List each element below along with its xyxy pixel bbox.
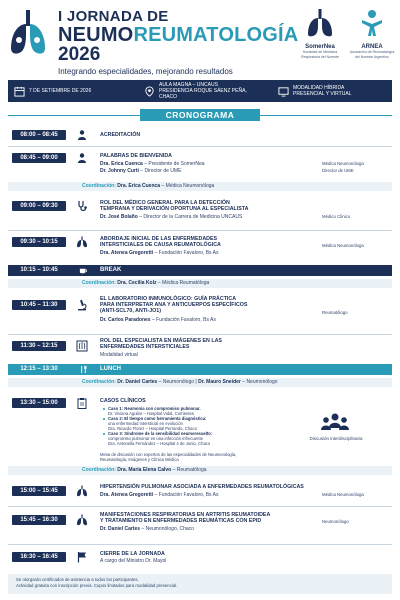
coordination-strip: Coordinación: Dra. Erica Cuenca – Médica Neumonóloga [8,182,392,191]
coffee-icon [79,266,88,275]
time-badge: 15:45 – 16:30 [12,515,66,525]
person-logo-icon [358,8,386,38]
location-icon [144,86,155,97]
case-bullet [103,433,105,435]
title-line2: NEUMOREUMATOLOGÍA [58,24,299,46]
session-title: CIERRE DE LA JORNADA [100,551,165,557]
speaker-role: Médico Clínico [322,214,351,219]
cutlery-icon [79,365,88,374]
session-title: PALABRAS DE BIENVENIDA [100,153,173,159]
case-bullet [103,418,105,420]
lunch-label: LUNCH [100,366,121,372]
time-badge: 16:30 – 16:45 [12,552,66,562]
session-title: ROL DEL MÉDICO GENERAL PARA LA DETECCIÓN TEMPRANA Y DERIVACIÓN OPORTUNA AL ESPECIALISTA [100,200,249,212]
time-badge: 13:30 – 15:00 [12,398,66,408]
time-badge: 15:00 – 15:45 [12,486,66,496]
case-bullet [103,408,105,410]
session-title: ABORDAJE INICIAL DE LAS ENFERMEDADES INTERSTICIALES DE CAUSA REUMATOLÓGICA [100,236,221,248]
event-mode: MODALIDAD HÍBRIDA PRESENCIAL Y VIRTUAL [272,85,392,97]
title-year: 2026 [58,44,101,65]
group-label: Discusión interdisciplinaria [309,436,363,441]
time-badge: 10:45 – 11:30 [12,300,66,310]
time-badge: 09:30 – 10:15 [12,237,66,247]
time-badge: 09:00 – 09:30 [12,201,66,211]
break-label: BREAK [100,267,122,273]
lungs-icon [8,8,48,58]
time-badge: 08:45 – 09:00 [12,153,66,163]
speaker-line: Dra. Atenea Gregoretti – Fundación Favaloro, Bs As [100,250,219,256]
page-header [0,0,400,76]
xray-icon [76,340,88,352]
footer-line: Actividad gratuita con inscripción previa. Cupos limitados para modalidad presencial. [16,583,178,588]
title-line1: I JORNADA DE [58,8,169,25]
schedule-row [8,146,392,180]
lungs-logo-icon [306,8,334,38]
schedule-row [8,480,392,502]
session-mode: Modalidad virtual [100,352,138,358]
schedule-row [8,230,392,262]
session-title: HIPERTENSIÓN PULMONAR ASOCIADA A ENFERMEDADES REUMATOLÓGICAS [100,484,304,490]
partner-arnea: ARNEA Asociación de Reumatología del Noreste Argentino [348,8,396,59]
speaker-role: Director de UME [322,168,354,173]
session-title: MANIFESTACIONES RESPIRATORIAS EN ARTRITIS REUMATOIDEA Y TRATAMIENTO EN ENFERMEDADES REUMÁTICAS CON EPID [100,512,271,524]
case-presenter: Dr. Viviana Aguilar – Hospital Vidal, Corrientes [108,411,194,416]
calendar-icon [14,86,25,97]
person-icon [76,152,88,164]
event-venue: AULA MAGNA – UNCAUS PRESIDENCIA ROQUE SÁENZ PEÑA, CHACO [138,82,272,100]
lungs-small-icon [76,236,88,248]
coordination-strip: Coordinación: Dr. Daniel Cartes – Neumonólogo | Dr. Mauro Sneider – Neumonólogo [8,378,392,387]
speaker-role: Médica Neumonóloga [322,492,364,497]
case-item: Caso 1: Neumonía con compromiso pulmonar. [108,406,201,411]
case-subtitle: una enfermedad intersticial en evolución [108,421,183,426]
case-subtitle: compromiso pulmonar en una infección infrecuente [108,436,203,441]
event-title [58,8,298,76]
case-item: Caso 3: Síndrome de la sensibilidad neumoresuelto: [108,431,213,436]
case-presenter: Dra. Ricardo Florez – Hospital Perrando, Chaco [108,426,197,431]
coordination-strip: Coordinación: Dra. María Elena Calvo – Reumatóloga [8,466,392,475]
schedule-row [8,128,392,142]
people-icon [76,129,88,141]
flag-icon [76,551,88,563]
subtitle: Integrando especialidades, mejorando resultados [58,67,233,76]
time-badge: 12:15 – 13:30 [20,366,58,372]
speaker-line: Dr. Daniel Cartes – Neumonólogo, Chaco [100,526,194,532]
lungs-small-icon [76,514,88,526]
session-title: EL LABORATORIO INMUNOLÓGICO: GUÍA PRÁCTICA PARA INTERPRETAR ANA Y ANTICUERPOS ESPECÍFICOS (ANTI-SCL70, ANTI-JO1) [100,296,248,314]
schedule-row [8,506,392,540]
case-item: Caso 2: El tiempo como herramienta diagnóstica: [108,416,207,421]
time-badge: 08:00 – 08:45 [12,130,66,140]
partner-somernea: SomerNea Sociedad de Medicina Respiratoria del Noreste [296,8,344,59]
monitor-icon [278,86,289,97]
case-presenter: Dra. Antonella Fernández – Hospital 4 de Junio, Chaco [108,441,211,446]
stethoscope-icon [76,200,88,212]
session-note: A cargo del Ministro Dr. Mayol [100,558,167,564]
coordination-strip: Coordinación: Dra. Cecilia Kolz – Médica Reumatóloga [8,279,392,288]
session-title: CASOS CLÍNICOS [100,398,146,404]
footer-line: Se otorgarán certificados de asistencia a todos los participantes. [16,577,139,582]
schedule-row [8,544,392,570]
time-badge: 10:15 – 10:45 [20,267,58,273]
lunch-band [8,364,392,375]
speaker-line: Dr. Johnny Curti – Director de UME [100,168,182,174]
speaker-role: Neumonólogo [322,519,349,524]
session-title: ROL DEL ESPECIALISTA EN IMÁGENES EN LAS ENFERMEDADES INTERSTICIALES [100,338,222,350]
clipboard-icon [76,397,88,409]
speaker-line: Dr. José Bolaño – Director de la Carrera de Medicina UNCAUS [100,214,243,220]
schedule-row [8,390,392,450]
event-date: 7 DE SETIEMBRE DE 2026 [8,86,138,97]
break-band [8,265,392,276]
speaker-role: Médica Neumonóloga [322,161,364,166]
lungs-small-icon [76,485,88,497]
discussion-note: Mesa de discusión con expertos de las especialidades de Neumonología, Reumatología, Imágenes y Clínica Médica [100,452,237,462]
schedule-row [8,292,392,332]
speaker-line: Dra. Atenea Gregoretti – Fundación Favaloro, Bs As [100,492,219,498]
group-icon [320,412,350,434]
time-badge: 11:30 – 12:15 [12,341,66,351]
page-footer [8,574,392,594]
schedule-row [8,196,392,226]
schedule-row [8,334,392,362]
speaker-line: Dr. Carlos Paradones – Fundación Favaloro, Bs As [100,317,216,323]
section-title: CRONOGRAMA [140,109,260,121]
speaker-line: Dra. Erica Cuenca – Presidente de SomerNea [100,161,205,167]
microscope-icon [76,299,88,311]
event-info-bar [8,80,392,102]
speaker-role: Médica Neumonóloga [322,243,364,248]
session-title: ACREDITACIÓN [100,132,141,138]
speaker-role: Reumatólogo [322,310,348,315]
